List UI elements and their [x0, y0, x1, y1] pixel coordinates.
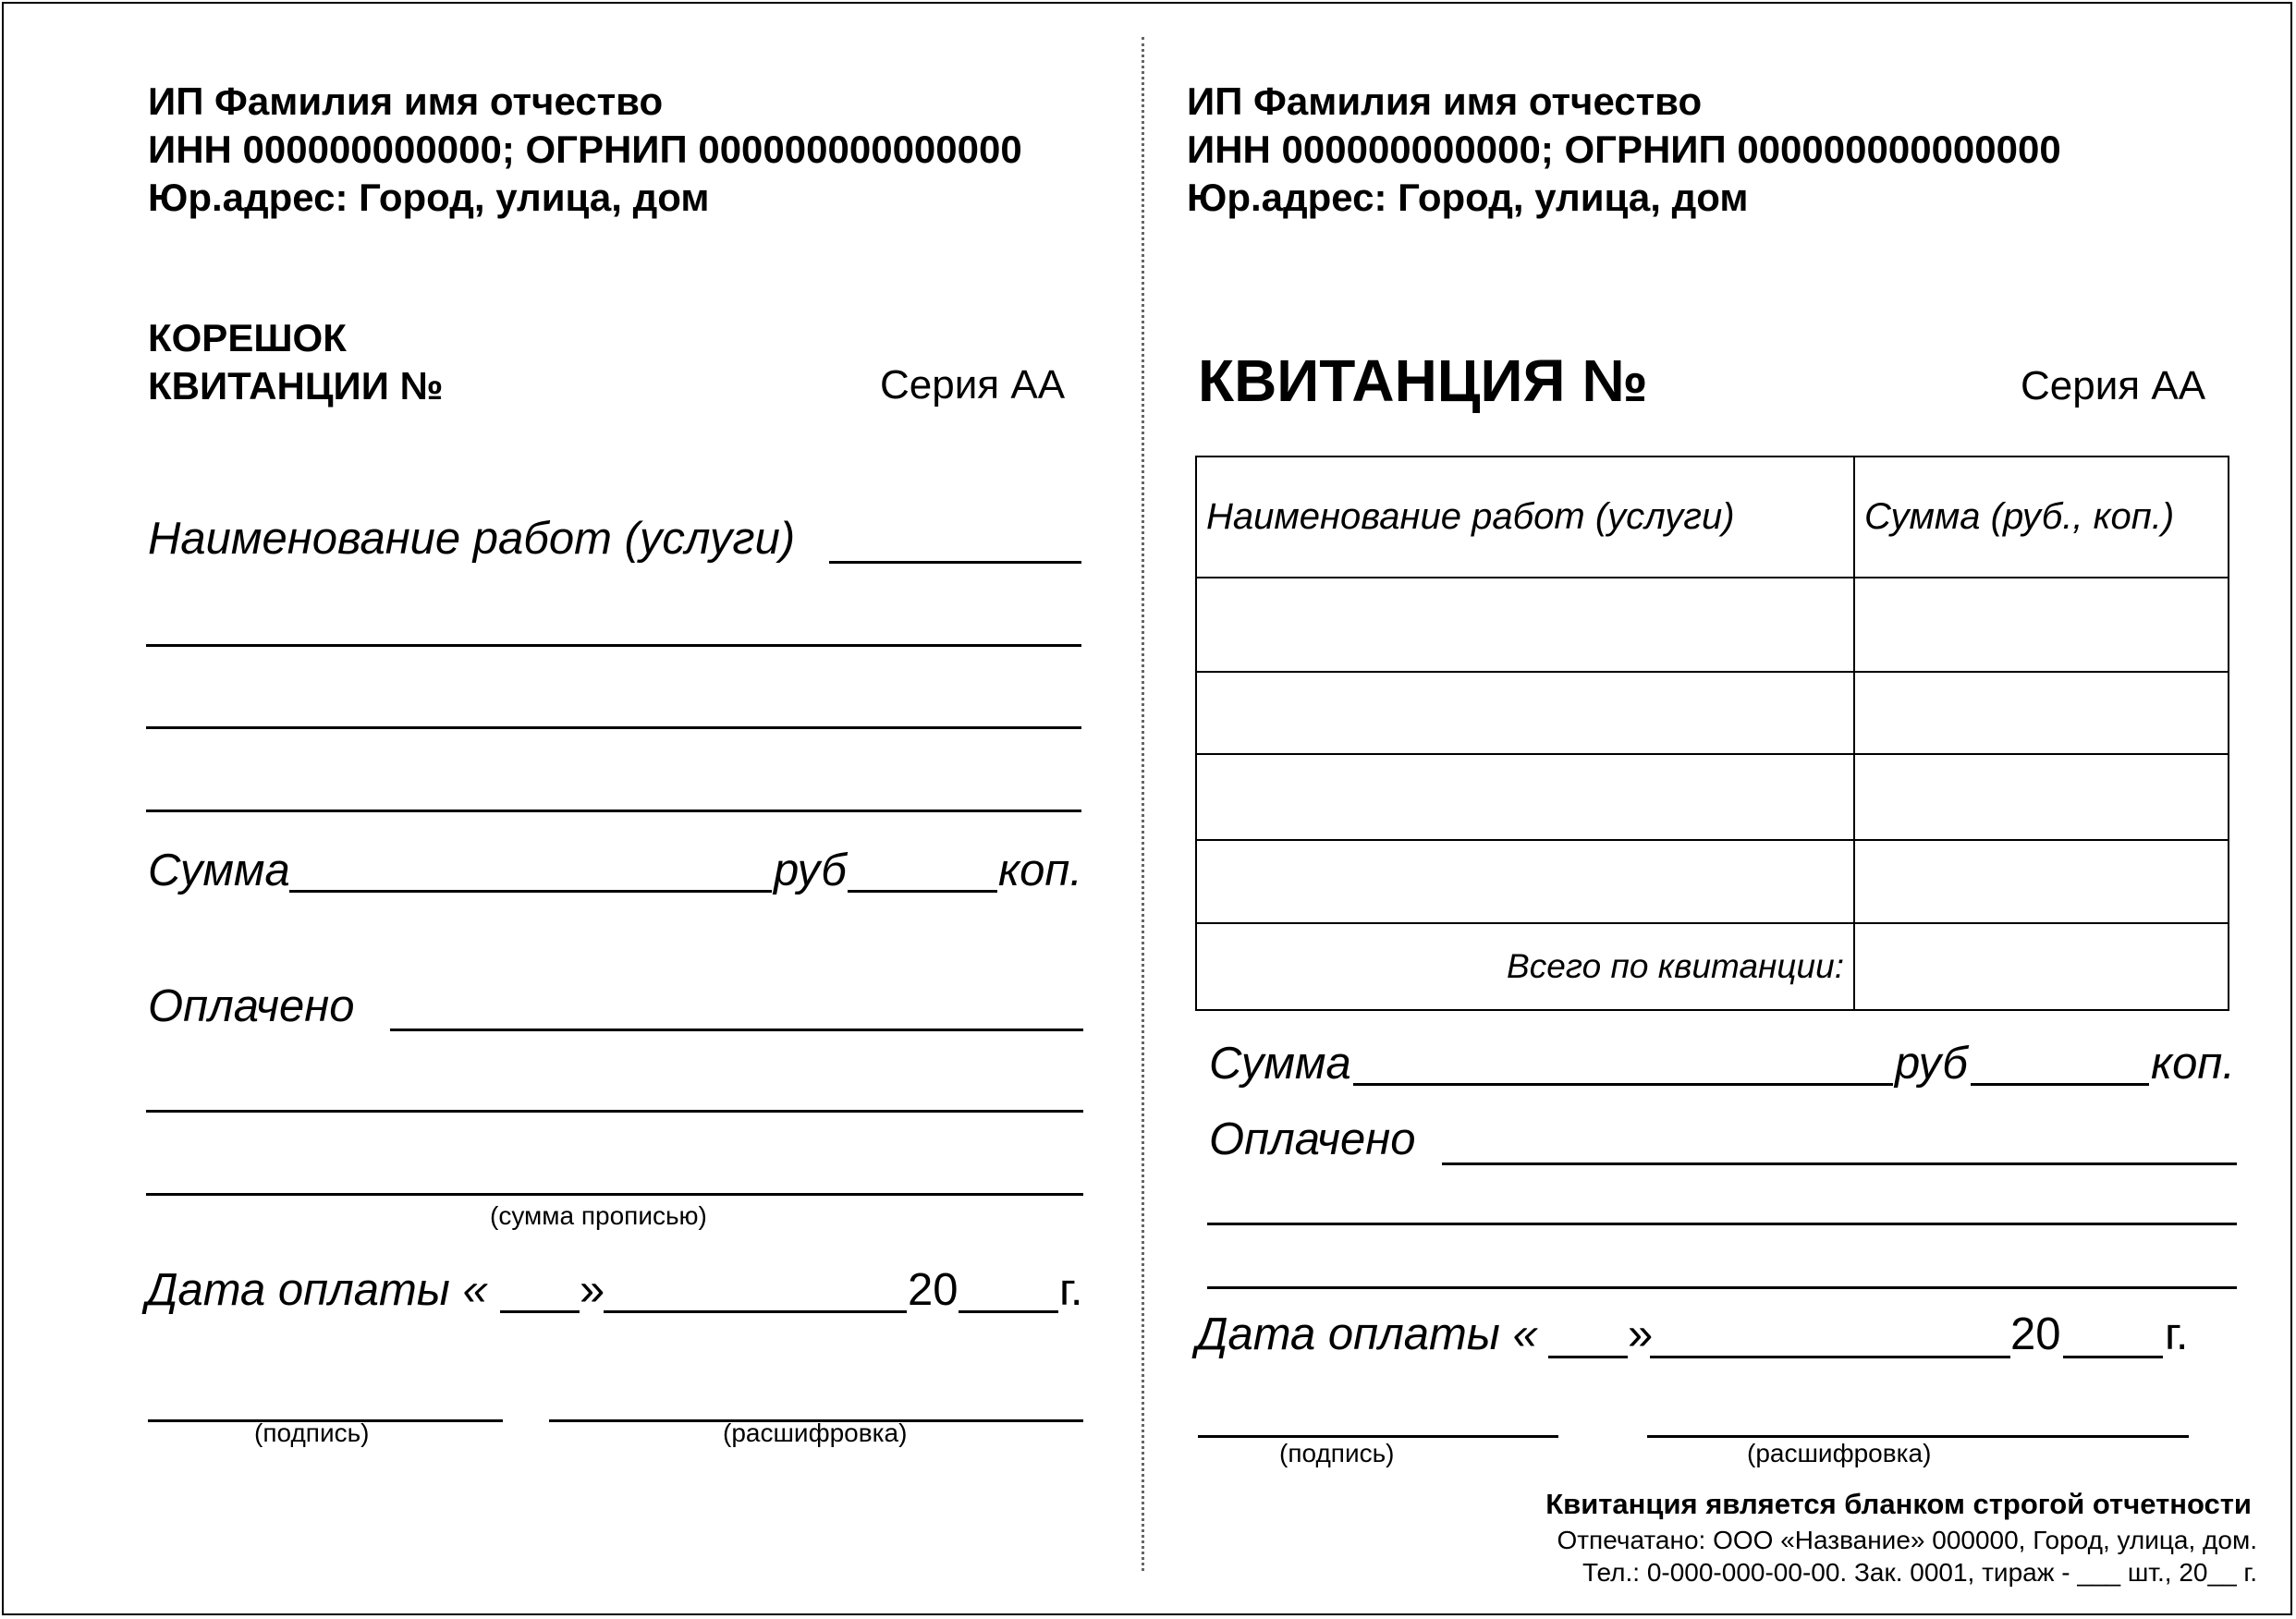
receipt-issuer-tax-ids: ИНН 000000000000; ОГРНИП 000000000000000: [1187, 128, 2061, 171]
receipt-sum-rub-field[interactable]: [1353, 1083, 1893, 1086]
table-row: [1196, 672, 2229, 754]
tear-line: [1142, 37, 1144, 1571]
stub-title: [148, 314, 443, 410]
total-label: Всего по квитанции:: [1196, 923, 1854, 1010]
receipt-date-month-field[interactable]: [1650, 1356, 2010, 1358]
receipt-rub-label: руб: [1895, 1039, 1968, 1089]
table-row: [1196, 578, 2229, 672]
stub-date-suffix: г.: [1059, 1265, 1083, 1315]
service-cell[interactable]: [1196, 672, 1854, 754]
strict-reporting-note: Квитанция является бланком строгой отчетности: [1545, 1488, 2252, 1520]
printer-contact: Тел.: 0-000-000-00-00. Зак. 0001, тираж - ___ шт., 20__ г.: [1582, 1558, 2257, 1587]
stub-sum-label: Сумма: [148, 846, 290, 895]
stub-title-line2: КВИТАНЦИИ №: [148, 364, 444, 408]
receipt-kop-label: коп.: [2151, 1039, 2235, 1089]
stub-date-year-field[interactable]: [959, 1310, 1058, 1313]
table-total-row: [1196, 923, 2229, 1010]
receipt-date-suffix: г.: [2165, 1309, 2189, 1359]
column-header-services: Наименование работ (услуги): [1196, 456, 1854, 578]
stub-date-century: 20: [908, 1265, 959, 1315]
amount-cell[interactable]: [1854, 672, 2229, 754]
stub-issuer-address: Юр.адрес: Город, улица, дом: [148, 176, 710, 219]
receipt-date-close-quote: »: [1628, 1309, 1654, 1359]
table-header-row: [1196, 456, 2229, 578]
receipt-signature-caption: (подпись): [1279, 1439, 1395, 1467]
receipt-date-year-field[interactable]: [2063, 1356, 2163, 1358]
amount-cell[interactable]: [1854, 840, 2229, 923]
receipt-sum-kop-field[interactable]: [1971, 1083, 2149, 1086]
stub-paid-line-1[interactable]: [390, 1029, 1083, 1031]
stub-date-close-quote: »: [580, 1265, 605, 1315]
column-header-amount: Сумма (руб., коп.): [1854, 456, 2229, 578]
receipt-date-prefix: Дата оплаты «: [1196, 1309, 1538, 1359]
receipt-title: КВИТАНЦИЯ №: [1198, 347, 1648, 414]
receipt-date-day-field[interactable]: [1548, 1356, 1628, 1358]
stub-paid-label: Оплачено: [148, 981, 355, 1031]
receipt-issuer-address: Юр.адрес: Город, улица, дом: [1187, 176, 1749, 219]
stub-services-line-1[interactable]: [829, 561, 1081, 564]
amount-cell[interactable]: [1854, 578, 2229, 672]
receipt-decoding-caption: (расшифровка): [1747, 1439, 1932, 1467]
stub-issuer-name: ИП Фамилия имя отчество: [148, 79, 664, 123]
stub-paid-line-3[interactable]: [146, 1193, 1083, 1196]
stub-signature-caption: (подпись): [254, 1418, 370, 1447]
service-cell[interactable]: [1196, 754, 1854, 840]
service-cell[interactable]: [1196, 578, 1854, 672]
stub-kop-label: коп.: [998, 846, 1082, 895]
stub-services-label: Наименование работ (услуги): [148, 514, 796, 564]
stub-date-day-field[interactable]: [500, 1310, 580, 1313]
stub-title-line1: КОРЕШОК: [148, 316, 347, 359]
stub-date-month-field[interactable]: [604, 1310, 907, 1313]
stub-decoding-caption: (расшифровка): [723, 1418, 908, 1447]
services-table: [1195, 456, 2229, 1011]
total-amount-cell[interactable]: [1854, 923, 2229, 1010]
table-row: [1196, 840, 2229, 923]
stub-services-line-3[interactable]: [146, 726, 1081, 729]
stub-issuer-header: [148, 78, 1022, 222]
stub-series: Серия АА: [880, 362, 1066, 408]
stub-sum-kop-field[interactable]: [848, 890, 997, 893]
table-row: [1196, 754, 2229, 840]
stub-issuer-tax-ids: ИНН 000000000000; ОГРНИП 000000000000000: [148, 128, 1022, 171]
stub-services-line-4[interactable]: [146, 810, 1081, 812]
stub-sum-words-caption: (сумма прописью): [490, 1201, 707, 1230]
receipt-series: Серия АА: [2021, 363, 2206, 408]
receipt-sum-label: Сумма: [1209, 1039, 1351, 1089]
stub-sum-rub-field[interactable]: [289, 890, 772, 893]
receipt-date-century: 20: [2010, 1309, 2061, 1359]
receipt-paid-line-1[interactable]: [1442, 1163, 2237, 1165]
receipt-issuer-name: ИП Фамилия имя отчество: [1187, 79, 1703, 123]
stub-date-prefix: Дата оплаты «: [146, 1265, 488, 1315]
receipt-issuer-header: [1187, 78, 2061, 222]
receipt-paid-line-3[interactable]: [1207, 1286, 2237, 1289]
receipt-paid-line-2[interactable]: [1207, 1223, 2237, 1225]
stub-services-line-2[interactable]: [146, 644, 1081, 647]
printer-info: Отпечатано: ООО «Название» 000000, Город, улица, дом.: [1557, 1526, 2257, 1554]
amount-cell[interactable]: [1854, 754, 2229, 840]
stub-rub-label: руб: [774, 846, 847, 895]
receipt-paid-label: Оплачено: [1209, 1114, 1416, 1164]
stub-paid-line-2[interactable]: [146, 1110, 1083, 1113]
receipt-signature-field[interactable]: [1198, 1435, 1558, 1438]
service-cell[interactable]: [1196, 840, 1854, 923]
receipt-decoding-field[interactable]: [1647, 1435, 2189, 1438]
